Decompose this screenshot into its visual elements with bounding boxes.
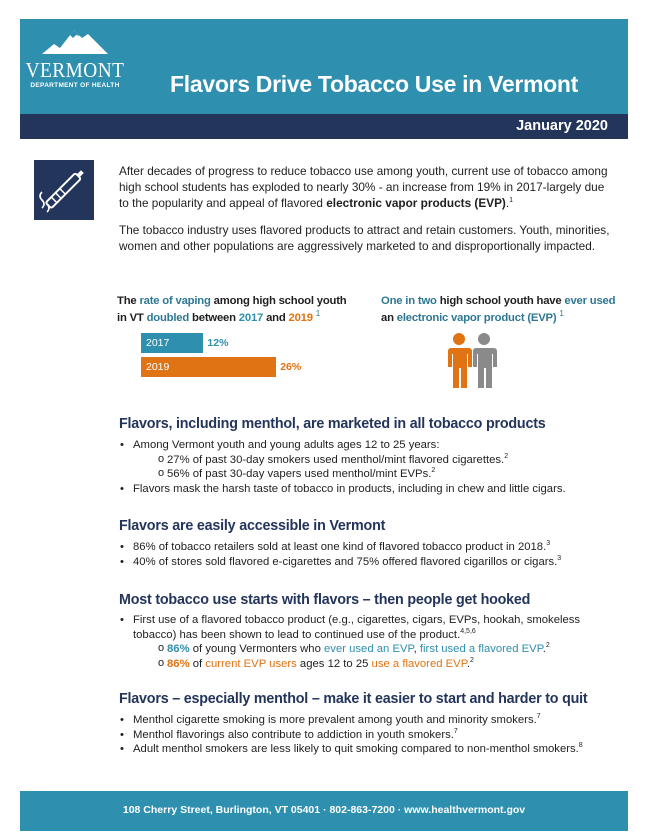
list-item: o 86% of current EVP users ages 12 to 25 use a flavored EVP.$^2$ [158,657,614,672]
bar-value-label-2017: 12% [207,337,229,349]
list-item: • Menthol cigarette smoking is more prevalent among youth and minority smokers.$^7$ [119,713,614,728]
bar-value-label-2019: 26% [280,361,302,373]
intro-paragraph-1: After decades of progress to reduce tobacco use among youth, current use of tobacco among high school students has exploded to nearly 30% - an increase from 19% in 2017-largely due to the popularity and appeal of flavored electronic vapor products (EVP).$^1$ [119,164,608,210]
list-item: • Among Vermont youth and young adults ages 12 to 25 years: o 27% of past 30-day smokers used menthol/mint flavored cigarettes.$^2$ o 56% of past 30-day vapers used menthol/mint EVPs.$^2$ [119,438,614,482]
list-item: o 27% of past 30-day smokers used menthol/mint flavored cigarettes.$^2$ [158,453,614,468]
vaping-bar-chart [141,333,341,383]
intro-paragraph-2: The tobacco industry uses flavored products to attract and retain customers. Youth, minorities, women and other populations are aggressively marketed to and disproportionally impacted. [119,223,610,253]
list-item: • 40% of stores sold flavored e-cigarettes and 75% offered flavored cigarillos or cigars.$^3$ [119,555,614,570]
sub-list [133,453,614,482]
intro-text [119,163,611,265]
bar-2017: 2017 [141,333,203,353]
section-heading-menthol-marketing: Flavors, including menthol, are marketed in all tobacco products [119,416,546,432]
vermont-logo [20,20,130,95]
date-band [20,114,628,139]
people-icon [441,332,501,390]
list-item: • Flavors mask the harsh taste of tobacco in products, including in chew and little cigars. [119,482,614,497]
list-item: o 86% of young Vermonters who ever used an EVP, first used a flavored EVP.$^2$ [158,642,614,657]
footer-band [20,791,628,831]
ever-used-stat: One in two high school youth have ever used an electronic vapor product (EVP) $^1$ [381,295,616,324]
logo-subtitle: DEPARTMENT OF HEALTH [30,82,120,89]
footer-contact: 108 Cherry Street, Burlington, VT 05401 · 802-863-7200 · www.healthvermont.gov [122,804,526,816]
list-item: o 56% of past 30-day vapers used menthol/mint EVPs.$^2$ [158,467,614,482]
section-menthol-marketing-list [119,438,614,496]
publication-date: January 2020 [516,118,608,134]
logo-wordmark: VERMONT [25,58,125,82]
list-item: • 86% of tobacco retailers sold at least one kind of flavored tobacco product in 2018.$^3$ [119,540,614,555]
page-title: Flavors Drive Tobacco Use in Vermont [170,71,579,97]
section-accessibility-list [119,540,614,569]
section-menthol-quit-list [119,713,614,757]
sub-list [133,642,614,671]
list-item: • First use of a flavored tobacco product (e.g., cigarettes, cigars, EVPs, hookah, smokeless tobacco) has been shown to lead to continued use of the product.$^{4,5,6}$ o 86% of young Vermonters who ever used an EVP, first used a flavored EVP.$^2$ o 86% of current EVP users ages 12 to 25 use a flavored EVP.$^2$ [119,613,614,671]
section-hooked-list [119,613,614,671]
section-heading-accessibility: Flavors are easily accessible in Vermont [119,518,386,534]
mountain-logo-icon [40,20,110,60]
section-heading-menthol-quit: Flavors – especially menthol – make it easier to start and harder to quit [119,691,588,707]
list-item: • Menthol flavorings also contribute to addiction in youth smokers.$^7$ [119,728,614,743]
evp-highlight: electronic vapor products (EVP) [326,196,506,210]
list-item: • Adult menthol smokers are less likely to quit smoking compared to non-menthol smokers.$^8$ [119,742,614,757]
section-heading-hooked: Most tobacco use starts with flavors – then people get hooked [119,592,531,608]
bar-2019: 2019 [141,357,276,377]
vape-pen-icon [34,160,94,220]
vaping-rate-stat: The rate of vaping among high school youth in VT doubled between 2017 and 2019 $^1$ [117,295,347,324]
